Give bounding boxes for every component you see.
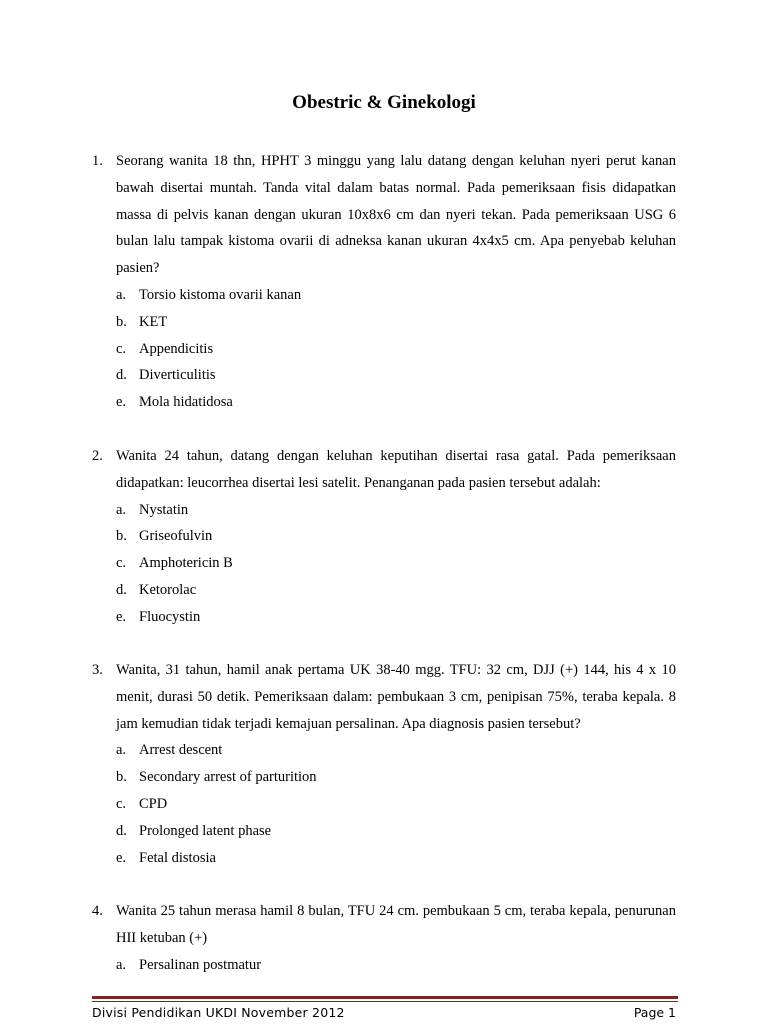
option-letter: d. — [116, 367, 127, 384]
question-text: Wanita, 31 tahun, hamil anak pertama UK 38-40 mgg. TFU: 32 cm, DJJ (+) 144, his 4 x 10 menit, durasi 50 detik. Pemeriksaan dalam: pembukaan 3 cm, penipisan 75%, teraba kepala. 8 jam kemudian tidak terjadi kemajuan persalinan. Apa diagnosis pasien tersebut? — [116, 662, 676, 732]
answer-option — [116, 818, 676, 845]
option-text: Torsio kistoma ovarii kanan — [139, 286, 302, 303]
option-text: Fluocystin — [139, 608, 201, 625]
option-text: Amphotericin B — [139, 555, 233, 572]
question-4 — [92, 898, 676, 978]
answer-option — [116, 737, 676, 764]
option-text: KET — [139, 313, 168, 330]
answer-option — [116, 845, 676, 872]
option-text: CPD — [139, 795, 168, 812]
option-letter: b. — [116, 769, 127, 786]
option-letter: c. — [116, 795, 127, 812]
answer-option — [116, 577, 676, 604]
option-text: Griseofulvin — [139, 528, 213, 545]
option-letter: a. — [116, 286, 127, 303]
page-title: Obestric & Ginekologi — [292, 92, 476, 113]
answer-option — [116, 604, 676, 631]
question-1 — [92, 148, 676, 416]
answer-option — [116, 791, 676, 818]
answer-option — [116, 523, 676, 550]
option-letter: e. — [116, 608, 127, 625]
option-text: Arrest descent — [139, 742, 223, 759]
answer-option — [116, 362, 676, 389]
question-number: 2. — [92, 448, 103, 464]
question-2 — [92, 443, 676, 631]
footer-department: Divisi Pendidikan UKDI November 2012 — [92, 1005, 345, 1020]
option-text: Fetal distosia — [139, 849, 216, 866]
option-letter: d. — [116, 581, 127, 598]
question-text: Wanita 24 tahun, datang dengan keluhan keputihan disertai rasa gatal. Pada pemeriksaan didapatkan: leucorrhea disertai lesi satelit. Penanganan pada pasien tersebut adalah: — [116, 448, 676, 491]
option-text: Diverticulitis — [139, 367, 216, 384]
option-letter: b. — [116, 313, 127, 330]
footer-divider-thin — [92, 1001, 678, 1002]
option-letter: e. — [116, 394, 127, 411]
option-letter: a. — [116, 501, 127, 518]
option-text: Persalinan postmatur — [139, 956, 262, 973]
answer-option — [116, 497, 676, 524]
answer-option — [116, 389, 676, 416]
option-text: Prolonged latent phase — [139, 822, 272, 839]
option-text: Appendicitis — [139, 340, 214, 357]
question-number: 4. — [92, 903, 103, 919]
option-text: Ketorolac — [139, 581, 197, 598]
answer-option — [116, 952, 676, 979]
answer-option — [116, 309, 676, 336]
question-number: 1. — [92, 153, 103, 169]
option-letter: a. — [116, 956, 127, 973]
option-text: Nystatin — [139, 501, 189, 518]
option-letter: c. — [116, 340, 127, 357]
answer-option — [116, 764, 676, 791]
question-text: Seorang wanita 18 thn, HPHT 3 minggu yang lalu datang dengan keluhan nyeri perut kanan bawah disertai muntah. Tanda vital dalam batas normal. Pada pemeriksaan fisis didapatkan massa di pelvis kanan dengan ukuran 10x8x6 cm dan nyeri tekan. Pada pemeriksaan USG 6 bulan lalu tampak kistoma ovarii di adneksa kanan ukuran 4x4x5 cm. Apa penyebab keluhan pasien? — [116, 153, 676, 277]
question-3 — [92, 657, 676, 871]
question-text: Wanita 25 tahun merasa hamil 8 bulan, TFU 24 cm. pembukaan 5 cm, teraba kepala, penurunan HII ketuban (+) — [116, 903, 676, 946]
question-number: 3. — [92, 662, 103, 678]
answer-option — [116, 336, 676, 363]
option-letter: d. — [116, 822, 127, 839]
answer-option — [116, 550, 676, 577]
option-text: Secondary arrest of parturition — [139, 769, 317, 786]
answer-option — [116, 282, 676, 309]
option-letter: c. — [116, 555, 127, 572]
option-letter: b. — [116, 528, 127, 545]
option-letter: e. — [116, 849, 127, 866]
footer-divider-thick — [92, 996, 678, 999]
option-letter: a. — [116, 742, 127, 759]
option-text: Mola hidatidosa — [139, 394, 233, 411]
page-number: Page 1 — [633, 1005, 676, 1020]
